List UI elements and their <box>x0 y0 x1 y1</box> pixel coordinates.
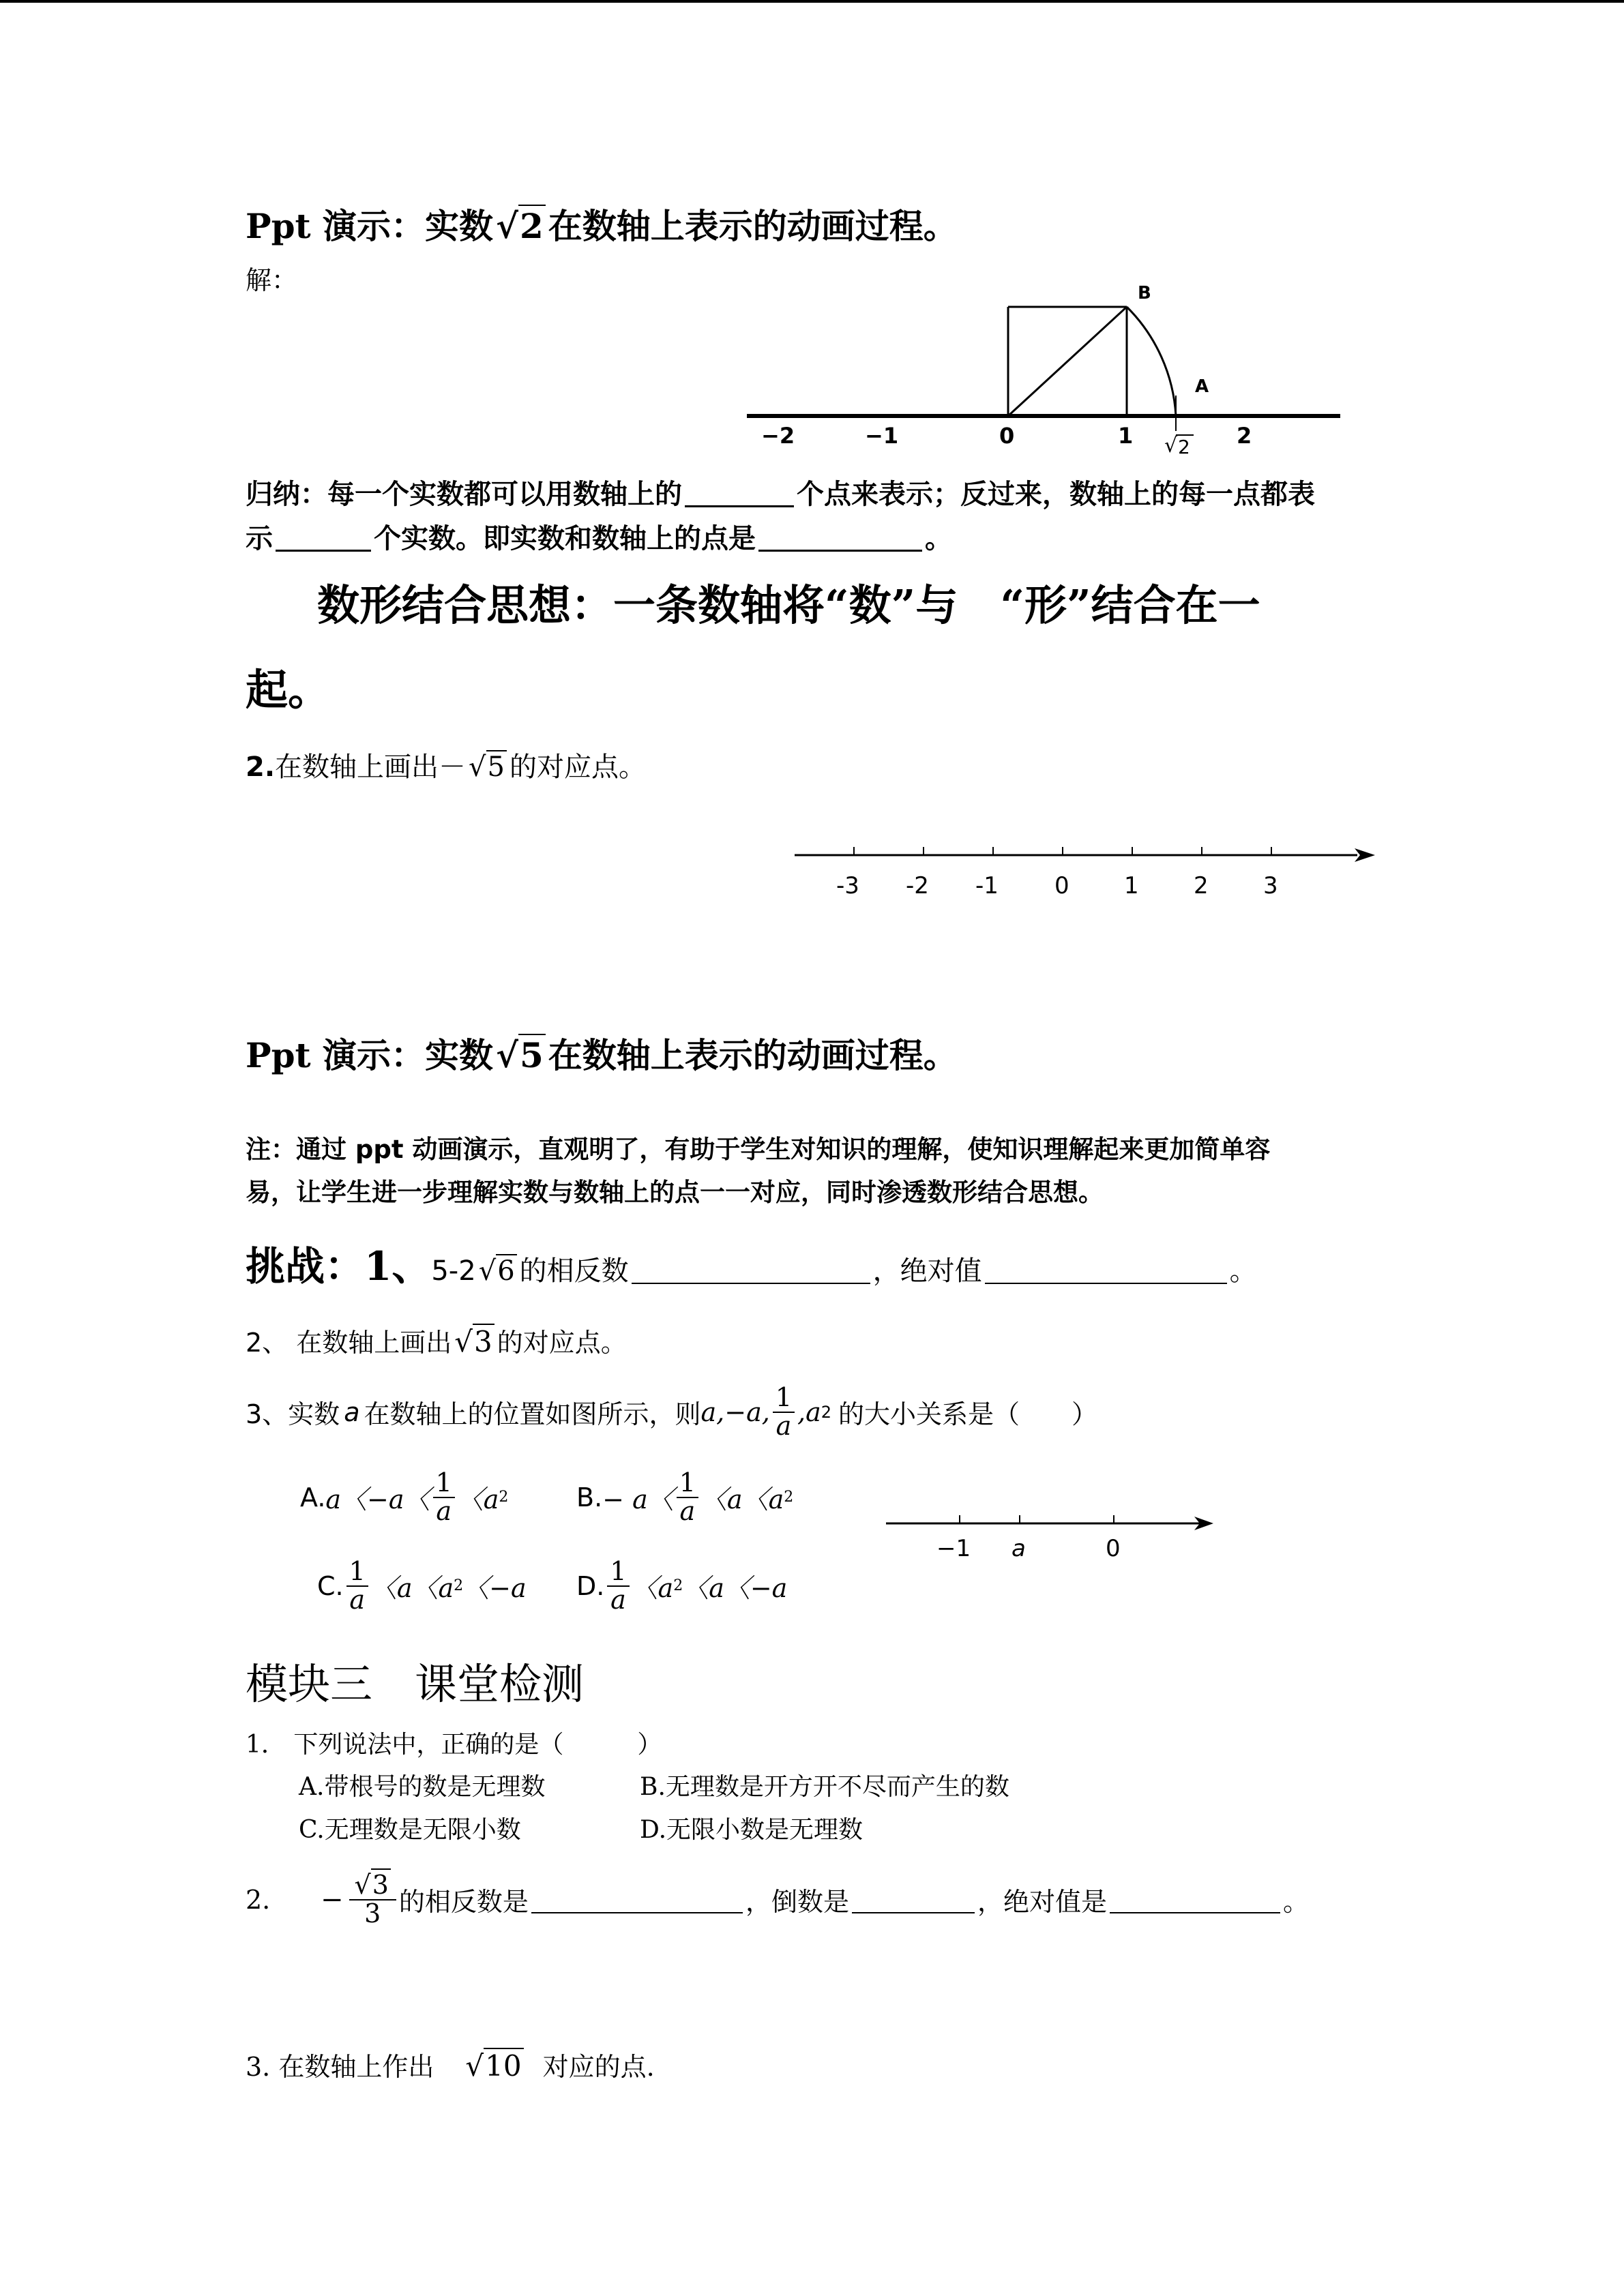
idea-line2: 起。 <box>246 665 331 715</box>
sqrt-symbol: √5 <box>469 751 507 783</box>
test2-minus: − <box>321 1883 344 1915</box>
choice-c-sup: 2 <box>454 1577 464 1595</box>
fraction-one-over-a <box>607 1558 629 1614</box>
choice-b-sup: 2 <box>784 1489 794 1506</box>
sqrt-symbol: √3 <box>355 1872 391 1899</box>
choice-a-label: A. <box>300 1482 326 1512</box>
challenge-text-a: 的相反数 <box>519 1255 629 1287</box>
diagram1-tick-neg1: −1 <box>865 423 899 449</box>
choice-a-post: 〈a <box>457 1485 499 1515</box>
ch3-text-a: 3、实数 <box>246 1399 340 1430</box>
axis2-tick-label: 1 <box>1124 872 1139 899</box>
frac-den: 3 <box>364 1898 381 1928</box>
choice-c-post-b: 〈−a <box>463 1573 527 1604</box>
test1-option-b[interactable]: B.无理数是开方开不尽而产生的数 <box>640 1773 1009 1801</box>
ch3-list-a: a,−a, <box>700 1397 770 1427</box>
q2-text-b: 的对应点。 <box>509 751 646 783</box>
choice-d-sup: 2 <box>673 1577 683 1595</box>
q2-number: 2. <box>246 751 276 783</box>
sqrt-symbol: √5 <box>496 1035 546 1075</box>
choice-d-label: D. <box>576 1570 605 1601</box>
challenge-radicand: 6 <box>496 1254 516 1287</box>
idea-line1: 数形结合思想：一条数轴将“数”与 “形”结合在一 <box>317 580 1260 630</box>
test2-line <box>246 1872 1309 1928</box>
test1-option-c[interactable]: C.无理数是无限小数 <box>299 1816 521 1844</box>
sqrt-symbol: √3 <box>454 1325 494 1358</box>
test1-option-d[interactable]: D.无限小数是无理数 <box>640 1816 863 1844</box>
axis2-tick-label: 2 <box>1194 872 1209 899</box>
axis2-tick-label: -2 <box>906 872 929 899</box>
frac-num: 1 <box>433 1470 455 1498</box>
blank-2 <box>276 522 371 552</box>
induction-text-b: 个点来表示；反过来，数轴上的每一点都表 <box>797 478 1315 510</box>
axis3-label-a: a <box>1012 1535 1026 1562</box>
axis3-label-0: 0 <box>1106 1535 1121 1562</box>
test2-text-a: 的相反数是 <box>398 1887 529 1918</box>
diagram1-sqrt2-label: √ <box>1164 434 1178 458</box>
diagram1-arc <box>1127 307 1176 416</box>
frac-num: 1 <box>346 1558 368 1587</box>
axis2-arrow <box>1355 848 1375 862</box>
demo1-prefix: Ppt 演示：实数 <box>246 206 494 246</box>
diagram1-tick-2: 2 <box>1237 423 1252 449</box>
ch3-var: a <box>344 1397 360 1427</box>
choice-b[interactable] <box>576 1467 794 1526</box>
axis2-tick-label: 3 <box>1263 872 1278 899</box>
point-a-label: A <box>1195 376 1209 397</box>
point-b-label: B <box>1138 283 1151 303</box>
frac-den: a <box>776 1410 792 1441</box>
module3-title: 模块三 课堂检测 <box>246 1659 585 1709</box>
frac-den: a <box>349 1584 366 1615</box>
demo1-suffix: 在数轴上表示的动画过程。 <box>548 206 958 246</box>
test2-text-c: ，绝对值是 <box>977 1887 1107 1918</box>
q2-text-a: 在数轴上画出－ <box>275 751 467 783</box>
choice-a[interactable] <box>300 1467 509 1526</box>
top-border-line <box>0 0 1624 3</box>
fraction-one-over-a <box>433 1467 455 1526</box>
ch3-text-c: 的大小关系是（ ） <box>838 1399 1098 1430</box>
choice-d-post-a: 〈a <box>632 1573 674 1604</box>
test1-stem: 1． 下列说法中，正确的是（ ） <box>246 1731 662 1759</box>
choice-b-pre: − a〈 <box>602 1485 674 1515</box>
demo2-prefix: Ppt 演示：实数 <box>246 1035 494 1075</box>
choice-b-post: 〈a〈a <box>700 1485 784 1515</box>
induction-line2 <box>246 517 952 556</box>
choice-d[interactable] <box>576 1558 787 1614</box>
challenge-line <box>246 1234 1257 1292</box>
note-line1: 注：通过 ppt 动画演示，直观明了，有助于学生对知识的理解，使知识理解起来更加简单容 <box>246 1135 1271 1164</box>
sqrt-symbol: √10 <box>465 2049 523 2083</box>
choice-a-pre: a〈−a〈 <box>325 1485 430 1515</box>
demo2-heading <box>246 1028 958 1077</box>
test2-blank-3 <box>1110 1886 1280 1913</box>
test3-text-b: 对应的点. <box>542 2052 655 2082</box>
ch3-text-b: 在数轴上的位置如图所示，则 <box>364 1399 701 1430</box>
test2-number: 2. <box>246 1884 271 1915</box>
demo2-radicand: 5 <box>518 1034 546 1075</box>
frac-den: a <box>610 1584 626 1615</box>
challenge-title: 挑战：1、 <box>246 1243 432 1289</box>
note-line2: 易，让学生进一步理解实数与数轴上的点一一对应，同时渗透数形结合思想。 <box>246 1178 1104 1207</box>
ch2-radicand: 3 <box>473 1324 494 1358</box>
sqrt-symbol: √6 <box>479 1255 517 1287</box>
number-line-q2 <box>791 839 1385 914</box>
blank-1 <box>685 478 794 507</box>
choice-a-sup: 2 <box>499 1489 509 1506</box>
choice-c-post-a: 〈a〈a <box>370 1573 454 1604</box>
ch2-text-b: 的对应点。 <box>497 1328 627 1358</box>
sqrt-symbol: √2 <box>496 206 546 246</box>
frac-den: a <box>436 1495 452 1526</box>
challenge-text-b: ，绝对值 <box>872 1255 982 1287</box>
choice-d-post-b: 〈a〈−a <box>683 1573 788 1604</box>
ch2-text-a: 2、 在数轴上画出 <box>246 1328 452 1358</box>
diagram1-sqrt2-radicand: 2 <box>1178 436 1190 458</box>
challenge-text-c: 。 <box>1229 1255 1257 1287</box>
diagram1-tick-neg2: −2 <box>761 423 795 449</box>
induction-text-d: 个实数。即实数和数轴上的点是 <box>374 522 756 554</box>
challenge-blank-1 <box>632 1255 870 1284</box>
axis2-tick-label: 0 <box>1054 872 1069 899</box>
demo2-suffix: 在数轴上表示的动画过程。 <box>548 1035 958 1075</box>
challenge2-line <box>246 1322 627 1359</box>
frac-num <box>349 1872 396 1900</box>
choice-c-label: C. <box>317 1570 344 1601</box>
frac-num: 1 <box>773 1384 795 1413</box>
demo1-radicand: 2 <box>518 205 546 246</box>
fraction-one-over-a <box>346 1558 368 1614</box>
q2-radicand: 5 <box>486 750 507 783</box>
diagram1-tick-1: 1 <box>1118 423 1134 449</box>
fraction-sqrt3-over-3 <box>349 1872 396 1928</box>
test3-radicand: 10 <box>484 2048 523 2083</box>
test3-text-a: 3. 在数轴上作出 <box>246 2052 434 2082</box>
demo1-heading <box>246 199 958 248</box>
axis2-tick-label: -3 <box>836 872 859 899</box>
ch3-list-b: ,a <box>797 1397 821 1427</box>
test1-option-a[interactable]: A.带根号的数是无理数 <box>299 1773 546 1801</box>
test3-line <box>246 2046 655 2083</box>
challenge-blank-2 <box>985 1255 1227 1284</box>
axis3-label-neg1: −1 <box>936 1535 971 1562</box>
frac-num: 1 <box>607 1558 629 1587</box>
diagram1-diagonal <box>1008 307 1127 416</box>
axis2-tick-label: -1 <box>975 872 999 899</box>
test2-blank-2 <box>852 1886 975 1913</box>
test2-blank-1 <box>531 1886 743 1913</box>
axis2-ticks <box>854 847 1271 855</box>
induction-line1 <box>246 473 1315 511</box>
sqrt2-diagram <box>743 273 1357 471</box>
frac-den: a <box>679 1495 696 1526</box>
test2-radicand: 3 <box>371 1868 391 1900</box>
test2-text-b: ，倒数是 <box>745 1887 849 1918</box>
blank-3 <box>758 522 922 552</box>
induction-text-a: 归纳：每一个实数都可以用数轴上的 <box>246 478 682 510</box>
frac-num: 1 <box>677 1470 698 1498</box>
fraction-one-over-a <box>677 1467 698 1526</box>
ch3-sup: 2 <box>821 1402 832 1422</box>
challenge-expr: 5-2 <box>431 1255 476 1287</box>
fraction-one-over-a <box>773 1384 795 1440</box>
diagram1-tick-0: 0 <box>999 423 1015 449</box>
challenge3-line <box>246 1384 1097 1440</box>
number-line-q3 <box>883 1507 1224 1568</box>
induction-text-c: 示 <box>246 522 273 554</box>
solution-label: 解： <box>246 265 298 295</box>
q2-line <box>246 745 646 784</box>
choice-c[interactable] <box>317 1558 527 1614</box>
induction-text-e: 。 <box>925 522 952 554</box>
choice-b-label: B. <box>576 1482 603 1512</box>
test2-text-d: 。 <box>1282 1887 1309 1918</box>
